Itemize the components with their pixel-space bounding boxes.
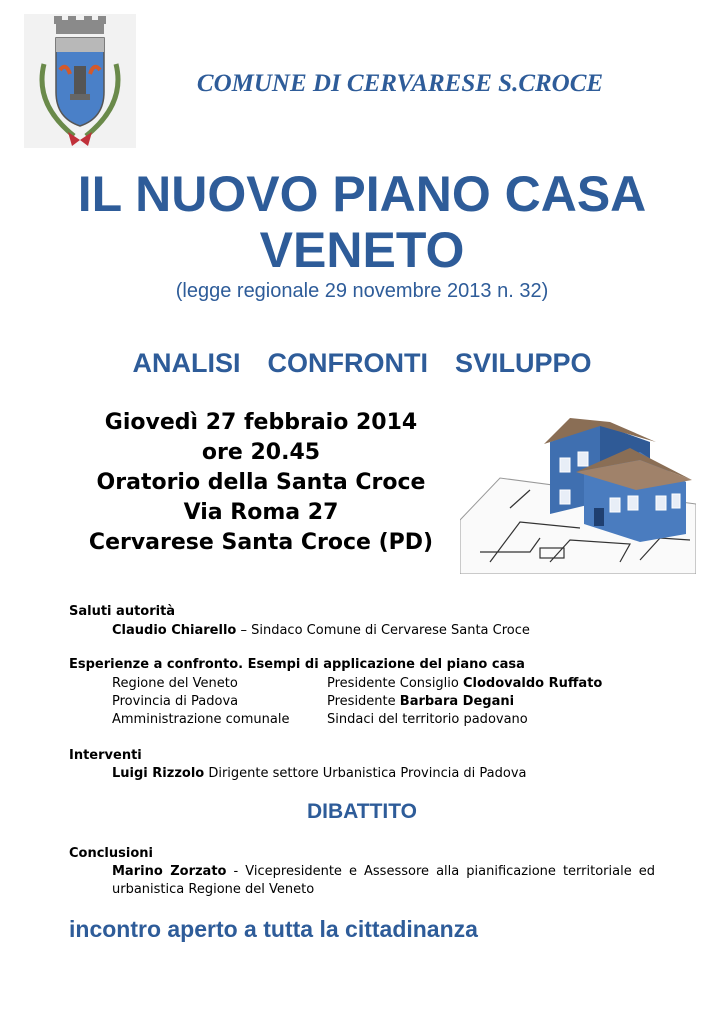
esperienze-heading: Esperienze a confronto. Esempi di applicazione del piano casa [69, 657, 525, 672]
saluti-heading: Saluti autorità [69, 604, 176, 619]
event-city: Cervarese Santa Croce (PD) [88, 530, 434, 555]
esperienze-row [112, 676, 632, 691]
conclusioni-role: - Vicepresidente e Assessore alla pianificazione territoriale ed urbanistica Regione del Veneto [112, 864, 655, 897]
saluti-name: Claudio Chiarello [112, 623, 237, 638]
esperienze-row [112, 712, 632, 727]
esperienze-entity: Regione del Veneto [112, 676, 238, 691]
interventi-line [112, 766, 527, 781]
footer-note: incontro aperto a tutta la cittadinanza [69, 916, 478, 942]
esperienze-person: Clodovaldo Ruffato [463, 676, 603, 691]
event-details [62, 408, 460, 558]
event-time: ore 20.45 [201, 440, 321, 465]
event-date: Giovedì 27 febbraio 2014 [104, 410, 418, 435]
saluti-line [112, 623, 530, 638]
coat-of-arms-icon [24, 14, 136, 148]
esperienze-row [112, 694, 632, 709]
title-line-2: VENETO [259, 222, 465, 278]
interventi-name: Luigi Rizzolo [112, 766, 205, 781]
esperienze-entity: Provincia di Padova [112, 694, 239, 709]
house-blueprint-icon [460, 412, 696, 574]
interventi-role: Dirigente settore Urbanistica Provincia di Padova [204, 766, 527, 781]
event-street: Via Roma 27 [183, 500, 339, 525]
municipality-name: COMUNE DI CERVARESE S.CROCE [196, 70, 604, 97]
esperienze-entity: Amministrazione comunale [112, 712, 290, 727]
dibattito-heading: DIBATTITO [306, 800, 418, 823]
subtitle: (legge regionale 29 novembre 2013 n. 32) [175, 280, 549, 302]
title-line-1: IL NUOVO PIANO CASA [77, 166, 647, 222]
theme-heading: ANALISI CONFRONTI SVILUPPO [132, 348, 592, 378]
conclusioni-text [112, 863, 655, 899]
event-venue: Oratorio della Santa Croce [96, 470, 426, 495]
saluti-role: – Sindaco Comune di Cervarese Santa Croce [236, 623, 530, 638]
esperienze-role: Presidente [327, 694, 400, 709]
conclusioni-heading: Conclusioni [69, 846, 153, 861]
esperienze-role: Sindaci del territorio padovano [327, 712, 528, 727]
conclusioni-name: Marino Zorzato [112, 864, 227, 879]
esperienze-person: Barbara Degani [399, 694, 515, 709]
esperienze-role: Presidente Consiglio [327, 676, 463, 691]
interventi-heading: Interventi [69, 748, 142, 763]
